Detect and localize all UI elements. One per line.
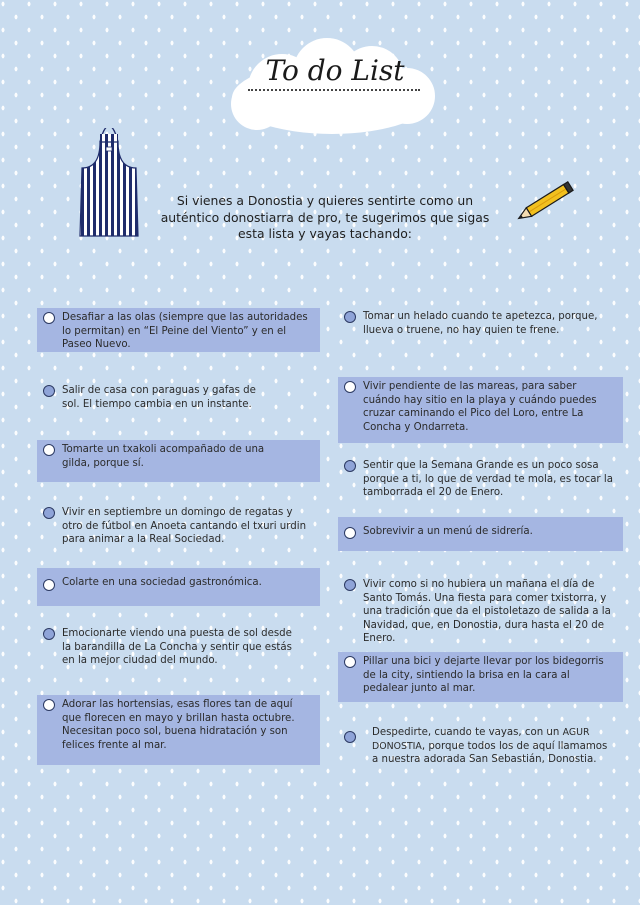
list-item[interactable]: Vivir pendiente de las mareas, para saber cuándo hay sitio en la playa y cuándo puedes cruzar caminando el Pico del Loro, entre La Concha y Ondarreta.	[338, 377, 623, 443]
checkbox-icon[interactable]	[344, 731, 356, 743]
list-item[interactable]: Tomarte un txakoli acompañado de una gilda, porque sí.	[37, 440, 320, 482]
checkbox-icon[interactable]	[43, 699, 55, 711]
list-item[interactable]: Desafiar a las olas (siempre que las autoridades lo permitan) en “El Peine del Viento” y en el Paseo Nuevo.	[37, 308, 320, 352]
page-title: To do List	[265, 54, 405, 87]
checkbox-icon[interactable]	[344, 381, 356, 393]
checkbox-icon[interactable]	[344, 311, 356, 323]
checkbox-icon[interactable]	[43, 507, 55, 519]
list-item[interactable]: Sentir que la Semana Grande es un poco sosa porque a ti, lo que de verdad te mola, es tocar la tamborrada el 20 de Enero.	[338, 456, 623, 506]
list-item[interactable]: Vivir como si no hubiera un mañana el día de Santo Tomás. Una fiesta para comer txistorra, y una tradición que da el pistoletazo de salida a la Navidad, que, en Donostia, dura hasta el 20 de Enero.	[338, 575, 623, 637]
checkbox-icon[interactable]	[344, 460, 356, 472]
pencil-icon	[510, 176, 580, 228]
checkbox-icon[interactable]	[43, 444, 55, 456]
title-underline	[248, 89, 420, 91]
checkbox-icon[interactable]	[344, 527, 356, 539]
list-item[interactable]	[338, 723, 623, 773]
striped-apron-icon	[78, 128, 140, 238]
agur-item-text: Despedirte, cuando te vayas, con un AGUR DONOSTIA, porque todos los de aquí llamamos a nuestra adorada San Sebastián, Donostia.	[372, 727, 608, 766]
list-item[interactable]: Colarte en una sociedad gastronómica.	[37, 568, 320, 606]
list-item[interactable]: Sobrevivir a un menú de sidrería.	[338, 517, 623, 551]
checkbox-icon[interactable]	[43, 579, 55, 591]
checkbox-icon[interactable]	[43, 385, 55, 397]
list-item[interactable]: Salir de casa con paraguas y gafas de sol. El tiempo cambia en un instante.	[37, 381, 320, 417]
list-item[interactable]: Adorar las hortensias, esas flores tan de aquí que florecen en mayo y brillan hasta octubre. Necesitan poco sol, buena hidratación y son felices frente al mar.	[37, 695, 320, 765]
checkbox-icon[interactable]	[43, 312, 55, 324]
checkbox-icon[interactable]	[344, 656, 356, 668]
checkbox-icon[interactable]	[43, 628, 55, 640]
cloud-icon	[222, 38, 442, 138]
checkbox-icon[interactable]	[344, 579, 356, 591]
list-item[interactable]: Pillar una bici y dejarte llevar por los bidegorris de la city, sintiendo la brisa en la cara al pedalear junto al mar.	[338, 652, 623, 702]
list-item[interactable]: Tomar un helado cuando te apetezca, porque, llueva o truene, no hay quien te frene.	[338, 307, 623, 347]
list-item[interactable]: Emocionarte viendo una puesta de sol desde la barandilla de La Concha y sentir que estás en la mejor ciudad del mundo.	[37, 624, 320, 672]
intro-text: Si vienes a Donostia y quieres sentirte como un auténtico donostiarra de pro, te sugerimos que sigas esta lista y vayas tachando:	[160, 193, 490, 241]
list-item[interactable]: Vivir en septiembre un domingo de regatas y otro de fútbol en Anoeta cantando el txuri urdin para animar a la Real Sociedad.	[37, 503, 320, 551]
